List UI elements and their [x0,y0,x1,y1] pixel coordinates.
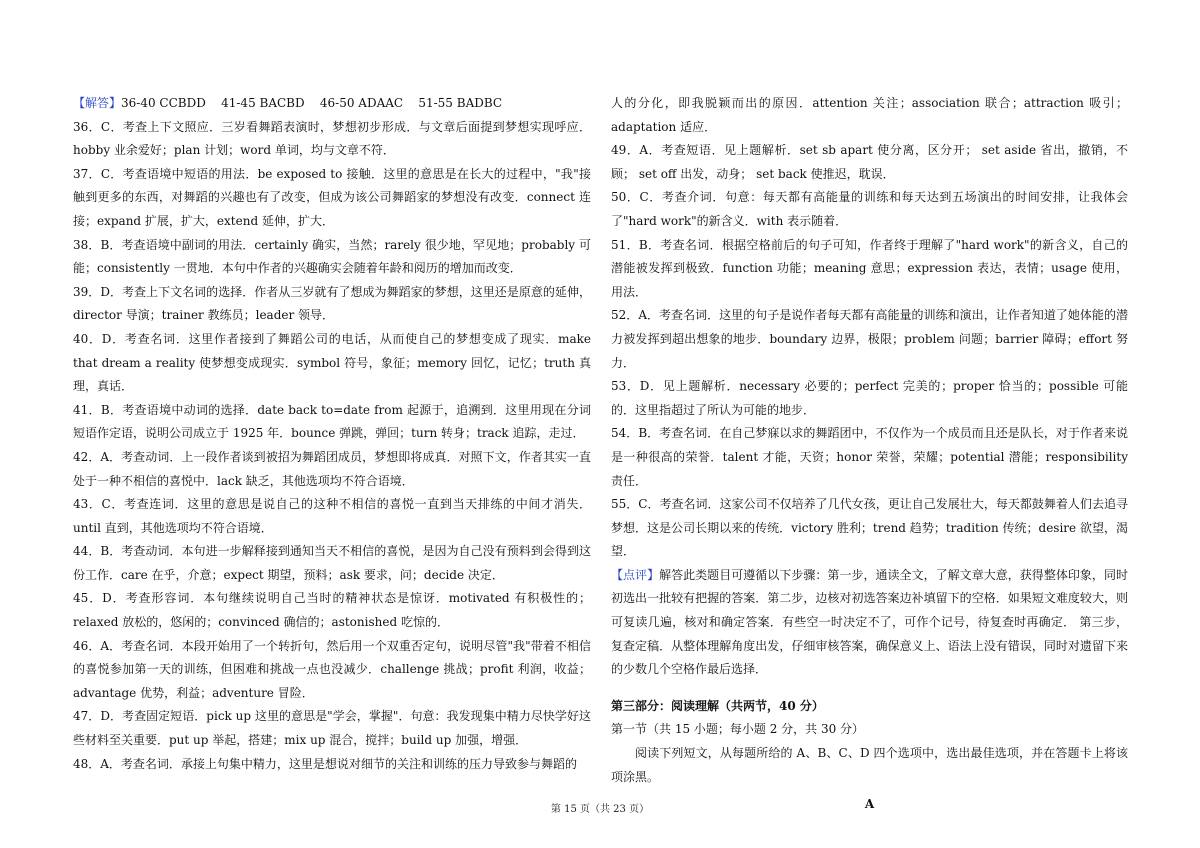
explanation-40: 40．D．考查名词．这里作者接到了舞蹈公司的电话，从而使自己的梦想变成了现实．make that dream a reality 使梦想变成现实．symbol 符号，象征；memory 回忆，记忆；truth 真理，真话． [73,331,591,394]
explanation-55: 55．C．考查名词．这家公司不仅培养了几代女孩，更让自己发展壮大，每天都鼓舞着人们去追寻梦想．这是公司长期以来的传统．victory 胜利；trend 趋势；tradition 传统；desire 欲望，渴望． [611,497,1128,559]
subsection-title: 第一节（共 15 小题；每小题 2 分，共 30 分） [611,722,865,737]
explanation-41: 41．B．考查语境中动词的选择．date back to=date from 起源于，追溯到．这里用现在分词短语作定语，说明公司成立于 1925 年．bounce 弹跳，弹回；turn 转身；track 追踪，走过． [73,402,591,441]
answer-line [73,92,591,116]
explanation-43: 43．C．考查连词．这里的意思是说自己的这种不相信的喜悦一直到当天排练的中间才消失．until 直到，其他选项均不符合语境． [73,497,591,535]
explanation-48: 48．A．考查名词．承接上句集中精力，这里是想说对细节的关注和训练的压力导致参与舞蹈的 [73,756,577,771]
explanation-52: 52．A．考查名词．这里的句子是说作者每天都有高能量的训练和演出，让作者知道了她体能的潜力被发挥到超出想象的地步．boundary 边界，极限；problem 问题；barrier 障碍；effort 努力． [611,308,1128,370]
review-paragraph [611,564,1128,682]
explanation-37: 37．C．考查语境中短语的用法．be exposed to 接触．这里的意思是在长大的过程中，"我"接触到更多的东西，对舞蹈的兴趣也有了改变，但成为该公司舞蹈家的梦想没有改变．connect 连接；expand 扩展，扩大，extend 延伸，扩大． [73,166,591,228]
explanation-46: 46．A．考查名词．本段开始用了一个转折句，然后用一个双重否定句，说明尽管"我"带着不相信的喜悦参加第一天的训练，但困难和挑战一点也没减少．challenge 挑战；profit 利润，收益；advantage 优势，利益；adventure 冒险． [73,638,591,700]
explanation-45: 45．D．考查形容词．本句继续说明自己当时的精神状态是惊讶．motivated 有积极性的；relaxed 放松的，悠闲的；convinced 确信的；astonished 吃惊的． [73,591,591,630]
explanation-51: 51．B．考查名词．根据空格前后的句子可知，作者终于理解了"hard work"的新含义，自己的潜能被发挥到极致．function 功能；meaning 意思；expression 表达，表情；usage 使用，用法． [611,237,1128,299]
explanation-39: 39．D．考查上下文名词的选择．作者从三岁就有了想成为舞蹈家的梦想，这里还是原意的延伸，director 导演；trainer 教练员；leader 领导． [73,284,591,323]
explanation-50: 50．C．考查介词．句意：每天都有高能量的训练和每天达到五场演出的时间安排，让我体会了"hard work"的新含义．with 表示随着． [611,190,1128,228]
answer-keys: 36-40 CCBDD 41-45 BACBD 46-50 ADAAC 51-55 BADBC [121,96,503,110]
explanation-42: 42．A．考查动词．上一段作者谈到被招为舞蹈团成员，梦想即将成真．对照下文，作者其实一直处于一种不相信的喜悦中．lack 缺乏，其他选项均不符合语境． [73,449,591,488]
answer-tag: 【解答】 [73,96,122,110]
page-footer: 第 15 页（共 23 页） [550,804,650,815]
explanation-38: 38．B．考查语境中副词的用法．certainly 确实，当然；rarely 很少地，罕见地；probably 可能；consistently 一贯地．本句中作者的兴趣确实会随着年龄和阅历的增加而改变． [73,237,591,276]
explanation-54: 54．B．考查名词．在自己梦寐以求的舞蹈团中，不仅作为一个成员而且还是队长，对于作者来说是一种很高的荣誉．talent 才能，天资；honor 荣誉，荣耀；potential 潜能；responsibility 责任． [611,426,1128,488]
review-text: 解答此类题目可遵循以下步骤：第一步，通读全文，了解文章大意，获得整体印象，同时初选出一批较有把握的答案．第二步，边核对初选答案边补填留下的空格．如果短文难度较大，则可复读几遍，核对和确定答案．有些空一时决定不了，可作个记号，待复查时再确定． 第三步，复查定稿．从整体理解角度出发，仔细审核答案，确保意义上、语法上没有错误，同时对遗留下来的少数几个空格作最后选择． [611,567,1128,677]
explanation-53: 53．D．见上题解析．necessary 必要的；perfect 完美的；proper 恰当的；possible 可能的．这里指超过了所认为可能的地步． [611,379,1128,417]
right-column [611,92,1128,817]
explanation-36: 36．C．考查上下文照应．三岁看舞蹈表演时，梦想初步形成．与文章后面提到梦想实现呼应．hobby 业余爱好；plan 计划；word 单词，均与文章不符． [73,119,591,158]
passage-label: A [864,797,875,812]
section-title: 第三部分：阅读理解（共两节，40 分） [611,698,824,713]
left-column [73,92,591,776]
explanation-48-continued: 人的分化，即我脱颖而出的原因．attention 关注；association 联合；attraction 吸引；adaptation 适应． [611,96,1128,134]
review-tag: 【点评】 [611,567,660,582]
instruction-text: 阅读下列短文，从每题所给的 A、B、C、D 四个选项中，选出最佳选项，并在答题卡上将该项涂黑。 [611,746,1128,784]
explanation-44: 44．B．考查动词．本句进一步解释接到通知当天不相信的喜悦，是因为自己没有预料到会得到这份工作．care 在乎，介意；expect 期望，预料；ask 要求，问；decide 决定． [73,544,591,582]
explanation-49: 49．A．考查短语．见上题解析．set sb apart 使分离，区分开； set aside 省出，撤销，不顾； set off 出发，动身； set back 使推迟，耽误． [611,143,1128,181]
explanation-47: 47．D．考查固定短语．pick up 这里的意思是"学会，掌握"．句意：我发现集中精力尽快学好这些材料至关重要．put up 举起，搭建；mix up 混合，搅拌；build up 加强，增强． [73,709,591,748]
